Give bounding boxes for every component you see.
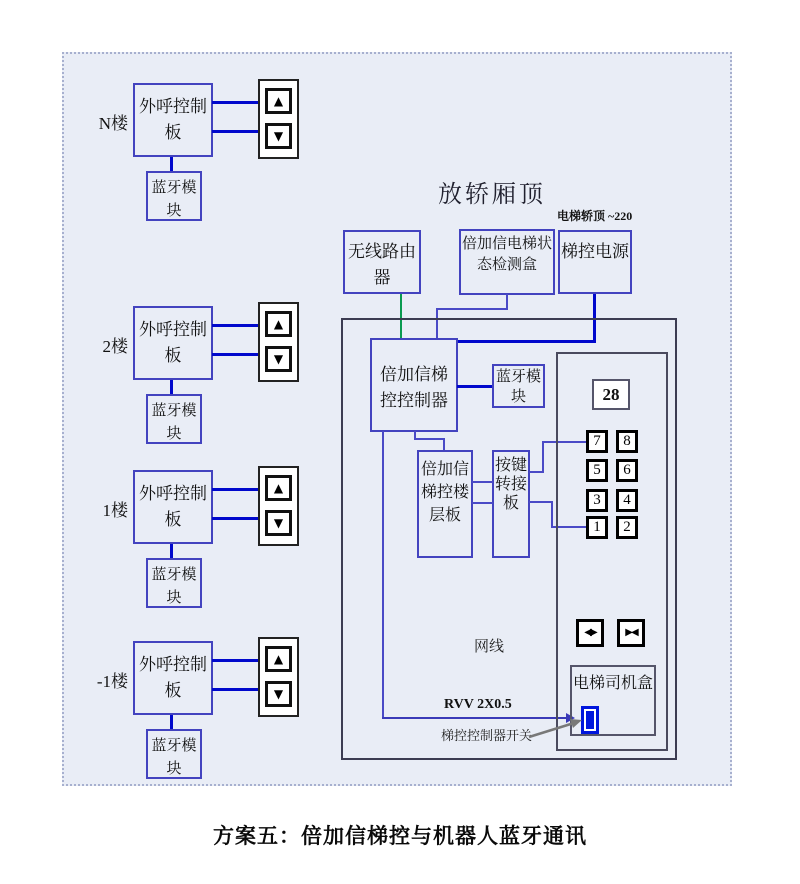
floor-board: 倍加信梯控楼层板 bbox=[417, 450, 473, 558]
call-button-panel bbox=[258, 79, 299, 159]
network-cable-label: 网线 bbox=[474, 639, 505, 655]
keypad-button-3: 3 bbox=[586, 489, 608, 512]
floor-label: 2楼 bbox=[102, 337, 128, 356]
bluetooth-module: 蓝牙模块 bbox=[146, 394, 202, 444]
wire-adapter-keypad-bottom-2 bbox=[551, 501, 553, 528]
wire-board-bluetooth bbox=[170, 715, 173, 730]
up-arrow-icon: ▲ bbox=[265, 88, 292, 114]
door-close-icon: ▶◀ bbox=[617, 619, 645, 647]
floor-label: 1楼 bbox=[102, 501, 128, 520]
wire-board-down bbox=[212, 688, 259, 691]
call-button-panel bbox=[258, 302, 299, 382]
wire-controller-floorboard-2 bbox=[414, 438, 445, 440]
section-title: 放轿厢顶 bbox=[438, 182, 546, 208]
wire-rvv-vertical bbox=[382, 431, 384, 719]
floor-group-1 bbox=[78, 466, 308, 616]
wire-floorboard-adapter-1 bbox=[472, 481, 493, 483]
keypad-button-6: 6 bbox=[616, 459, 638, 482]
keypad-button-2: 2 bbox=[616, 516, 638, 539]
elevator-controller: 倍加信梯控控制器 bbox=[370, 338, 458, 432]
wire-adapter-keypad-top-2 bbox=[542, 441, 544, 473]
wire-board-down bbox=[212, 517, 259, 520]
wire-board-up bbox=[212, 488, 259, 491]
up-arrow-icon: ▲ bbox=[265, 475, 292, 501]
driver-box: 电梯司机盒 bbox=[570, 665, 656, 736]
bluetooth-module: 蓝牙模块 bbox=[146, 171, 202, 221]
switch-leader-arrow-icon bbox=[526, 714, 586, 742]
wire-adapter-keypad-bottom-1 bbox=[529, 501, 553, 503]
floor-group-2 bbox=[78, 302, 308, 452]
bluetooth-module-controller: 蓝牙模块 bbox=[492, 364, 545, 408]
keypad-button-4: 4 bbox=[616, 489, 638, 512]
door-open-icon: ◀▶ bbox=[576, 619, 604, 647]
wire-board-down bbox=[212, 130, 259, 133]
switch-label: 梯控控制器开关 bbox=[441, 728, 533, 743]
wire-board-up bbox=[212, 324, 259, 327]
wire-board-down bbox=[212, 353, 259, 356]
wire-floorboard-adapter-2 bbox=[472, 502, 493, 504]
rvv-cable-label: RVV 2X0.5 bbox=[444, 697, 512, 712]
wire-board-bluetooth bbox=[170, 544, 173, 559]
bluetooth-module: 蓝牙模块 bbox=[146, 729, 202, 779]
down-arrow-icon: ▼ bbox=[265, 510, 292, 536]
up-arrow-icon: ▲ bbox=[265, 646, 292, 672]
elevator-control-power: 梯控电源 bbox=[558, 230, 632, 294]
keypad-button-7: 7 bbox=[586, 430, 608, 453]
call-board: 外呼控制板 bbox=[133, 470, 213, 544]
call-board: 外呼控制板 bbox=[133, 641, 213, 715]
down-arrow-icon: ▼ bbox=[265, 681, 292, 707]
wire-controller-bluetooth bbox=[457, 385, 492, 388]
call-board: 外呼控制板 bbox=[133, 83, 213, 157]
up-arrow-icon: ▲ bbox=[265, 311, 292, 337]
down-arrow-icon: ▼ bbox=[265, 123, 292, 149]
floor-label: N楼 bbox=[98, 114, 128, 133]
down-arrow-icon: ▼ bbox=[265, 346, 292, 372]
wireless-router: 无线路由器 bbox=[343, 230, 421, 294]
wire-board-up bbox=[212, 659, 259, 662]
wire-board-bluetooth bbox=[170, 157, 173, 172]
elevator-status-detector: 倍加信电梯状态检测盒 bbox=[459, 229, 555, 295]
keypad-button-8: 8 bbox=[616, 430, 638, 453]
bluetooth-module: 蓝牙模块 bbox=[146, 558, 202, 608]
diagram-caption: 方案五：倍加信梯控与机器人蓝牙通讯 bbox=[213, 824, 587, 848]
wire-detector-horizontal bbox=[436, 308, 508, 310]
call-board: 外呼控制板 bbox=[133, 306, 213, 380]
floor-group-minus1 bbox=[78, 637, 308, 787]
key-adapter-board: 按键转接板 bbox=[492, 450, 530, 558]
controller-switch-bar bbox=[586, 711, 594, 729]
keypad-button-1: 1 bbox=[586, 516, 608, 539]
call-button-panel bbox=[258, 637, 299, 717]
floor-label: -1楼 bbox=[96, 672, 128, 691]
power-note: 电梯轿顶 ~220 bbox=[557, 209, 633, 223]
call-button-panel bbox=[258, 466, 299, 546]
floor-display: 28 bbox=[592, 379, 630, 410]
floor-group-n bbox=[78, 79, 308, 229]
wire-board-up bbox=[212, 101, 259, 104]
wire-board-bluetooth bbox=[170, 380, 173, 395]
keypad-button-5: 5 bbox=[586, 459, 608, 482]
